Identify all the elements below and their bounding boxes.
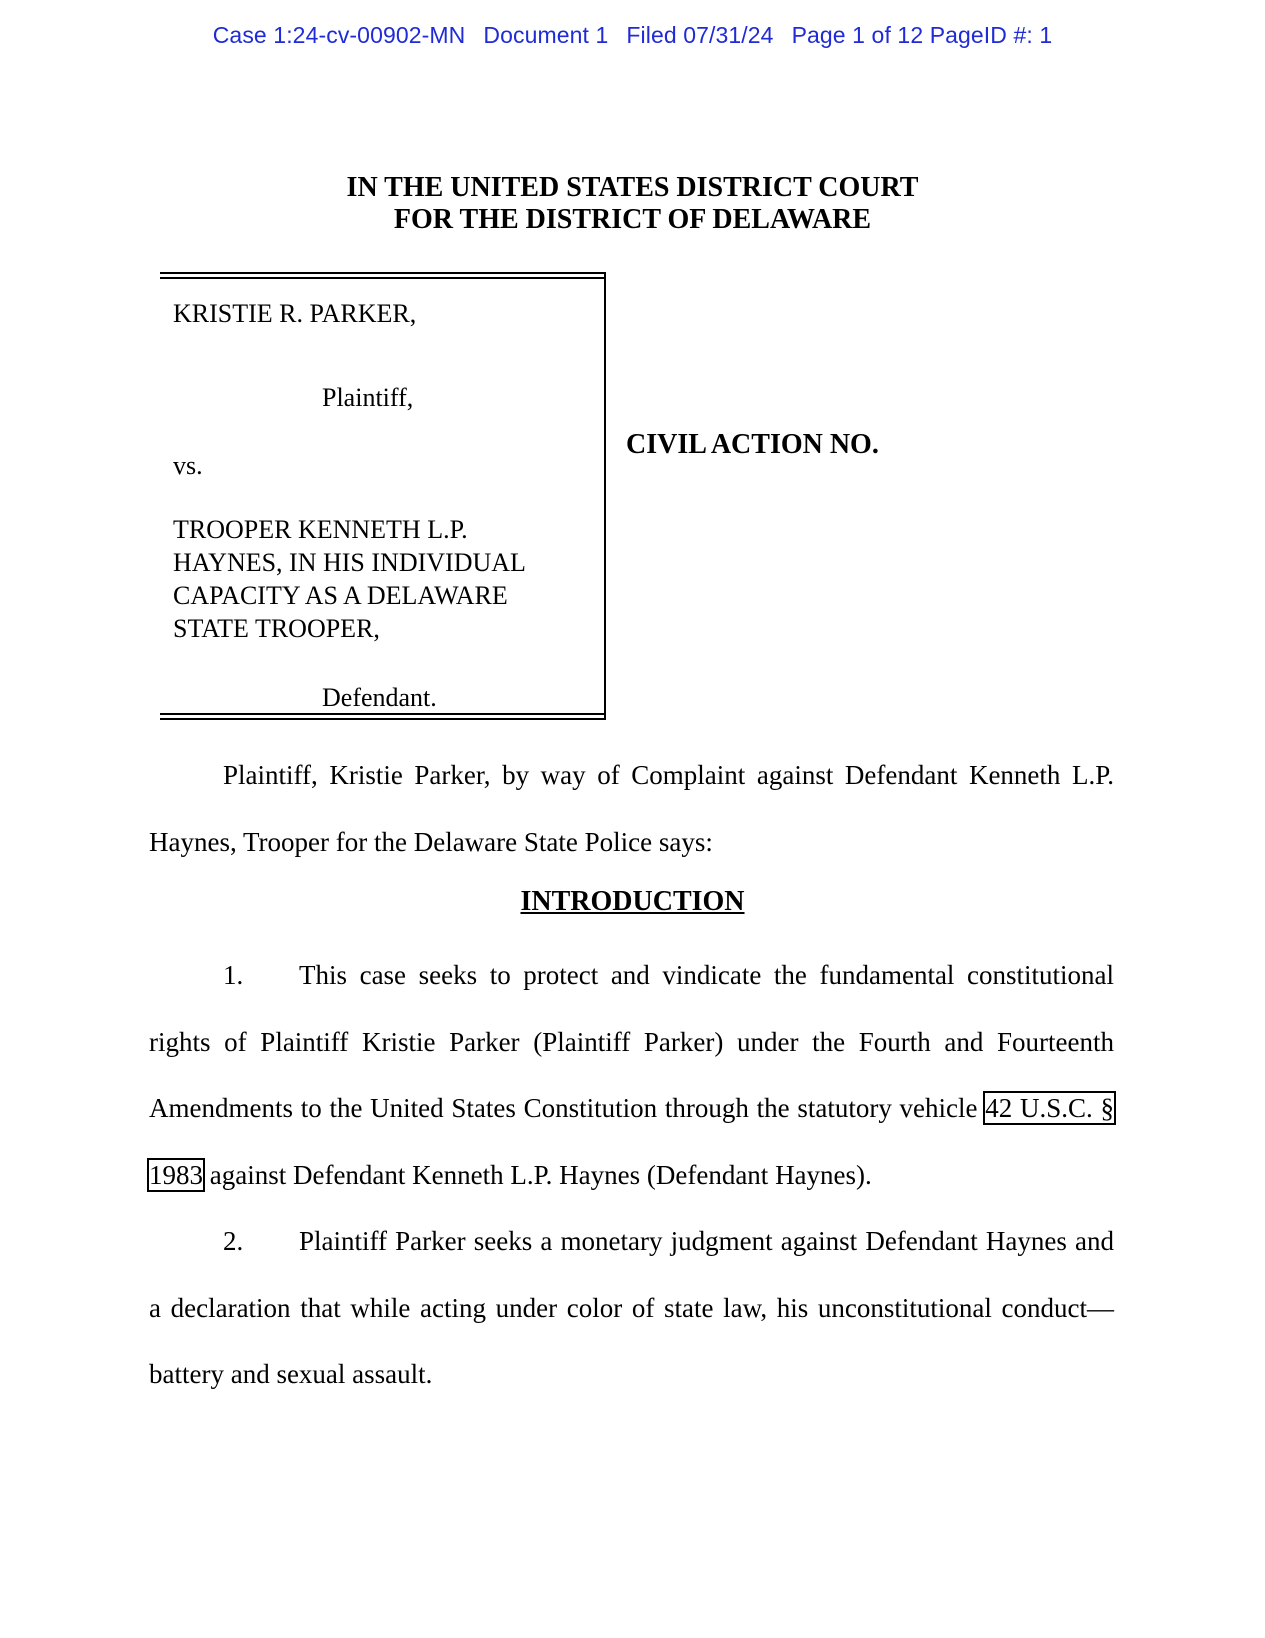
defendant-name [173,513,526,645]
defendant-role: Defendant. [322,683,437,712]
defendant-name-line-1: TROOPER KENNETH L.P. [173,515,468,544]
paragraph-1-text-after: against Defendant Kenneth L.P. Haynes (Defendant Haynes). [203,1159,872,1190]
caption-bottom-rule [160,713,606,720]
civil-action-number-label: CIVIL ACTION NO. [626,429,879,460]
caption-top-rule [160,272,606,279]
paragraph-1-text-before: This case seeks to protect and vindicate the fundamental constitutional rights of Plaintiff Kristie Parker (Plaintiff Parker) under the Fourth and Fourteenth Amendments to the United States Constitution through the statutory vehicle [149,960,1114,1123]
ecf-page-info: Page 1 of 12 PageID #: 1 [791,22,1053,48]
paragraph-2-text: Plaintiff Parker seeks a monetary judgment against Defendant Haynes and a declaration that while acting under color of state law, his unconstitutional conduct—battery and sexual assault. [149,1226,1114,1389]
defendant-name-line-3: CAPACITY AS A DELAWARE [173,581,508,610]
paragraph-1 [149,942,1114,1208]
section-heading-introduction: INTRODUCTION [520,886,745,917]
statute-citation-link[interactable]: 42 U.S.C. § 1983 [149,1093,1114,1190]
paragraph-2-number: 2. [223,1226,244,1256]
court-title [0,172,1265,236]
paragraph-2 [149,1208,1114,1408]
ecf-filed-date: Filed 07/31/24 [626,22,774,48]
court-title-line-1: IN THE UNITED STATES DISTRICT COURT [346,172,919,203]
plaintiff-role: Plaintiff, [322,383,414,412]
defendant-name-line-4: STATE TROOPER, [173,614,380,643]
paragraph-1-number: 1. [223,960,244,990]
court-title-line-2: FOR THE DISTRICT OF DELAWARE [393,204,872,235]
intro-paragraph: Plaintiff, Kristie Parker, by way of Complaint against Defendant Kenneth L.P. Haynes, Trooper for the Delaware State Police says: [149,760,1114,857]
ecf-case-number: Case 1:24-cv-00902-MN [212,22,466,48]
ecf-document-number: Document 1 [483,22,609,48]
case-caption-box [160,272,606,718]
versus-text: vs. [173,451,203,480]
ecf-filing-header [0,22,1265,49]
plaintiff-name: KRISTIE R. PARKER, [173,299,417,328]
defendant-name-line-2: HAYNES, IN HIS INDIVIDUAL [173,548,526,577]
